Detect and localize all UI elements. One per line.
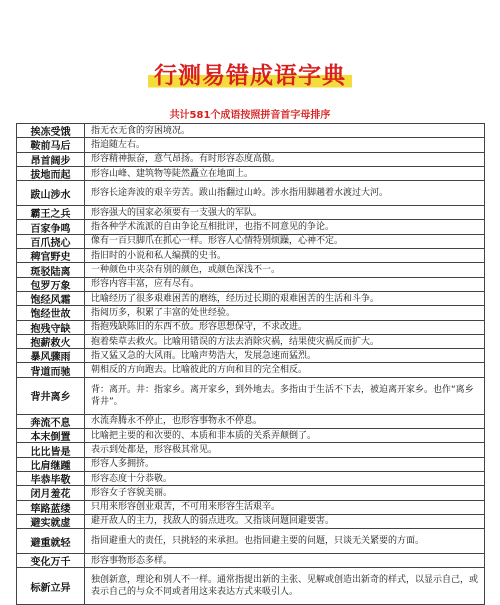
table-row	[17, 278, 485, 292]
idiom-term: 饱经风霜	[17, 292, 85, 305]
idiom-definition: 指旧时的小说和私人编撰的史书。	[85, 249, 485, 262]
table-row	[17, 306, 485, 320]
idiom-definition: 比喻经历了很多艰难困苦的磨练，经历过长期的艰难困苦的生活和斗争。	[85, 292, 485, 305]
idiom-term: 闭月羞花	[17, 486, 85, 499]
idiom-definition: 水流奔腾永不停止，也形容事物永不停息。	[85, 415, 485, 428]
idiom-definition: 指无衣无食的穷困境况。	[85, 124, 485, 137]
idiom-term: 避实就虚	[17, 515, 85, 528]
idiom-term: 饱经世故	[17, 306, 85, 319]
idiom-term: 背井离乡	[17, 378, 85, 414]
idiom-definition: 形容女子容貌美丽。	[85, 486, 485, 499]
table-row	[17, 515, 485, 529]
table-row	[17, 458, 485, 472]
table-row	[17, 486, 485, 500]
idiom-term: 稗官野史	[17, 249, 85, 262]
idiom-definition: 避开敌人的主力，找敌人的弱点进攻。又指谈问题回避要害。	[85, 515, 485, 528]
idiom-definition: 比喻把主要的和次要的、本质和非本质的关系弄颠倒了。	[85, 429, 485, 442]
idiom-definition: 表示到处都是，形容极其常见。	[85, 443, 485, 456]
table-row	[17, 153, 485, 167]
table-row	[17, 554, 485, 568]
idiom-definition: 背：离开。井：指家乡。离开家乡，到外地去。多指由于生活不下去，被迫离开家乡。也作“离乡背井”。	[85, 378, 485, 414]
idiom-term: 斑驳陆离	[17, 263, 85, 276]
idiom-definition: 形容态度十分恭敬。	[85, 472, 485, 485]
idiom-definition: 形容人多拥挤。	[85, 458, 485, 471]
idiom-term: 变化万千	[17, 554, 85, 567]
idiom-definition: 指又猛又急的大风雨。比喻声势浩大，发展急速而猛烈。	[85, 349, 485, 362]
idiom-definition: 形容内容丰富，应有尽有。	[85, 278, 485, 291]
table-row	[17, 363, 485, 377]
idiom-term: 霸王之兵	[17, 206, 85, 219]
table-row	[17, 415, 485, 429]
idiom-term: 抱残守缺	[17, 321, 85, 334]
idiom-definition: 指各种学术流派的自由争论互相批评，也指不同意见的争论。	[85, 220, 485, 233]
table-row	[17, 501, 485, 515]
table-row	[17, 181, 485, 206]
idiom-term: 背道而驰	[17, 363, 85, 376]
idiom-definition: 形容精神振奋，意气昂扬。有时形容态度高傲。	[85, 153, 485, 166]
idiom-term: 避重就轻	[17, 529, 85, 553]
idiom-term: 奔流不息	[17, 415, 85, 428]
idiom-term: 毕恭毕敬	[17, 472, 85, 485]
idiom-definition: 朝相反的方向跑去。比喻彼此的方向和目的完全相反。	[85, 363, 485, 376]
idiom-definition: 形容事物形态多样。	[85, 554, 485, 567]
idiom-term: 跋山涉水	[17, 181, 85, 205]
idiom-definition: 指回避重大的责任，只挑轻的来承担。也指回避主要的问题，只谈无关紧要的方面。	[85, 529, 485, 553]
idiom-term: 昂首阔步	[17, 153, 85, 166]
table-row	[17, 292, 485, 306]
table-row	[17, 443, 485, 457]
table-row	[17, 220, 485, 234]
table-row	[17, 138, 485, 152]
table-row	[17, 349, 485, 363]
idiom-definition: 指追随左右。	[85, 138, 485, 151]
idiom-term: 鞍前马后	[17, 138, 85, 151]
idiom-table	[16, 123, 485, 605]
table-row	[17, 321, 485, 335]
table-row	[17, 429, 485, 443]
idiom-term: 抱薪救火	[17, 335, 85, 348]
title-area	[0, 56, 500, 90]
table-row	[17, 206, 485, 220]
table-row	[17, 263, 485, 277]
dictionary-title: 行测易错成语字典	[148, 57, 352, 90]
idiom-definition: 形容长途奔波的艰辛劳苦。跋山指翻过山岭。涉水指用脚趟着水渡过大河。	[85, 181, 485, 205]
idiom-term: 筚路蓝缕	[17, 501, 85, 514]
idiom-definition: 只用来形容创业艰苦，不可用来形容生活艰辛。	[85, 501, 485, 514]
table-row	[17, 124, 485, 138]
idiom-definition: 像有一百只脚爪在抓心一样。形容人心情特别烦躁，心神不定。	[85, 235, 485, 248]
dictionary-subtitle: 共计581个成语按照拼音首字母排序	[169, 110, 331, 121]
idiom-term: 比比皆是	[17, 443, 85, 456]
idiom-definition: 抱着柴草去救火。比喻用错误的方法去消除灾祸，结果使灾祸反而扩大。	[85, 335, 485, 348]
idiom-definition: 形容山峰、建筑物等陡然矗立在地面上。	[85, 167, 485, 180]
idiom-term: 百家争鸣	[17, 220, 85, 233]
table-row	[17, 167, 485, 181]
idiom-term: 标新立异	[17, 568, 85, 604]
table-row	[17, 335, 485, 349]
idiom-term: 包罗万象	[17, 278, 85, 291]
table-row	[17, 472, 485, 486]
idiom-definition: 形容强大的国家必须要有一支强大的军队。	[85, 206, 485, 219]
idiom-term: 暴风骤雨	[17, 349, 85, 362]
table-row	[17, 568, 485, 605]
idiom-term: 挨冻受饿	[17, 124, 85, 137]
idiom-term: 比肩继踵	[17, 458, 85, 471]
idiom-term: 百爪挠心	[17, 235, 85, 248]
idiom-term: 本末倒置	[17, 429, 85, 442]
table-row	[17, 249, 485, 263]
idiom-definition: 独创新意，理论和别人不一样。通常指提出新的主张、见解或创造出新奇的样式，以显示自己，或表示自己的与众不同或者用这来表达方式来吸引人。	[85, 568, 485, 604]
table-row	[17, 378, 485, 415]
idiom-definition: 指阅历多，积累了丰富的处世经验。	[85, 306, 485, 319]
idiom-definition: 指抱残缺陈旧的东西不放。形容思想保守，不求改进。	[85, 321, 485, 334]
table-row	[17, 235, 485, 249]
idiom-term: 拔地而起	[17, 167, 85, 180]
idiom-definition: 一种颜色中夹杂有别的颜色，或颜色深浅不一。	[85, 263, 485, 276]
table-row	[17, 529, 485, 554]
